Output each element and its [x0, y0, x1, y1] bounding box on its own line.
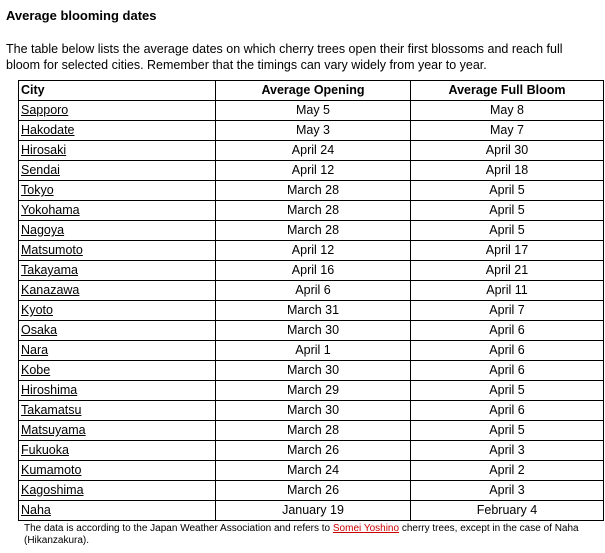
page-heading: Average blooming dates: [6, 8, 157, 23]
full-bloom-date-cell: April 5: [411, 421, 604, 441]
table-row: [19, 221, 604, 241]
full-bloom-date-cell: February 4: [411, 501, 604, 521]
city-cell: [19, 161, 216, 181]
table-row: [19, 501, 604, 521]
city-link[interactable]: Kumamoto: [21, 463, 82, 477]
full-bloom-date-cell: April 5: [411, 201, 604, 221]
city-cell: [19, 121, 216, 141]
footnote-text-after: cherry trees, except in the case of Naha (Hikanzakura).: [24, 523, 579, 546]
opening-date-cell: March 26: [216, 441, 411, 461]
full-bloom-date-cell: April 5: [411, 181, 604, 201]
opening-date-cell: March 28: [216, 181, 411, 201]
city-link[interactable]: Kyoto: [21, 303, 53, 317]
table-row: [19, 261, 604, 281]
full-bloom-date-cell: April 3: [411, 441, 604, 461]
full-bloom-date-cell: April 6: [411, 321, 604, 341]
opening-date-cell: March 26: [216, 481, 411, 501]
city-link[interactable]: Fukuoka: [21, 443, 69, 457]
full-bloom-date-cell: April 30: [411, 141, 604, 161]
full-bloom-date-cell: May 7: [411, 121, 604, 141]
full-bloom-date-cell: April 21: [411, 261, 604, 281]
full-bloom-date-cell: May 8: [411, 101, 604, 121]
city-link[interactable]: Hirosaki: [21, 143, 67, 157]
full-bloom-date-cell: April 7: [411, 301, 604, 321]
opening-date-cell: March 30: [216, 321, 411, 341]
table-row: [19, 141, 604, 161]
table-row: [19, 201, 604, 221]
opening-date-cell: April 6: [216, 281, 411, 301]
table-row: [19, 321, 604, 341]
table-row: [19, 421, 604, 441]
opening-date-cell: March 24: [216, 461, 411, 481]
column-header-opening: Average Opening: [216, 81, 411, 101]
city-cell: [19, 241, 216, 261]
opening-date-cell: April 24: [216, 141, 411, 161]
opening-date-cell: March 28: [216, 421, 411, 441]
table-header-row: [19, 81, 604, 101]
full-bloom-date-cell: April 2: [411, 461, 604, 481]
table-row: [19, 381, 604, 401]
full-bloom-date-cell: April 6: [411, 341, 604, 361]
opening-date-cell: March 28: [216, 201, 411, 221]
table-row: [19, 161, 604, 181]
opening-date-cell: May 5: [216, 101, 411, 121]
city-cell: [19, 221, 216, 241]
table-row: [19, 301, 604, 321]
opening-date-cell: March 30: [216, 361, 411, 381]
city-cell: [19, 501, 216, 521]
table-row: [19, 361, 604, 381]
city-link[interactable]: Takayama: [21, 263, 78, 277]
opening-date-cell: April 12: [216, 241, 411, 261]
city-link[interactable]: Osaka: [21, 323, 58, 337]
city-cell: [19, 381, 216, 401]
opening-date-cell: March 28: [216, 221, 411, 241]
city-link[interactable]: Kanazawa: [21, 283, 80, 297]
city-link[interactable]: Yokohama: [21, 203, 80, 217]
opening-date-cell: March 31: [216, 301, 411, 321]
opening-date-cell: April 1: [216, 341, 411, 361]
full-bloom-date-cell: April 3: [411, 481, 604, 501]
full-bloom-date-cell: April 18: [411, 161, 604, 181]
table-body: [19, 101, 604, 521]
city-link[interactable]: Hiroshima: [21, 383, 78, 397]
column-header-city: City: [19, 81, 216, 101]
opening-date-cell: May 3: [216, 121, 411, 141]
table-row: [19, 181, 604, 201]
footnote: [24, 523, 599, 547]
city-link[interactable]: Takamatsu: [21, 403, 82, 417]
city-cell: [19, 481, 216, 501]
full-bloom-date-cell: April 5: [411, 221, 604, 241]
full-bloom-date-cell: April 17: [411, 241, 604, 261]
city-cell: [19, 101, 216, 121]
city-link[interactable]: Matsuyama: [21, 423, 86, 437]
city-cell: [19, 181, 216, 201]
opening-date-cell: March 30: [216, 401, 411, 421]
city-link[interactable]: Kobe: [21, 363, 51, 377]
city-link[interactable]: Naha: [21, 503, 51, 517]
city-cell: [19, 361, 216, 381]
city-link[interactable]: Nara: [21, 343, 49, 357]
opening-date-cell: March 29: [216, 381, 411, 401]
full-bloom-date-cell: April 11: [411, 281, 604, 301]
table-row: [19, 341, 604, 361]
city-cell: [19, 421, 216, 441]
city-link[interactable]: Hakodate: [21, 123, 75, 137]
city-cell: [19, 441, 216, 461]
blooming-dates-table: [18, 80, 604, 521]
city-link[interactable]: Sapporo: [21, 103, 69, 117]
city-link[interactable]: Nagoya: [21, 223, 65, 237]
opening-date-cell: January 19: [216, 501, 411, 521]
table-row: [19, 121, 604, 141]
city-cell: [19, 301, 216, 321]
full-bloom-date-cell: April 6: [411, 401, 604, 421]
table-row: [19, 481, 604, 501]
full-bloom-date-cell: April 5: [411, 381, 604, 401]
city-link[interactable]: Sendai: [21, 163, 60, 177]
table-row: [19, 241, 604, 261]
footnote-text-before: The data is according to the Japan Weather Association and refers to: [24, 523, 333, 534]
intro-paragraph: The table below lists the average dates on which cherry trees open their first blossoms and reach full bloom for selected cities. Remember that the timings can vary widely from year to year.: [6, 42, 563, 72]
table-row: [19, 461, 604, 481]
opening-date-cell: April 16: [216, 261, 411, 281]
table-row: [19, 101, 604, 121]
table-row: [19, 401, 604, 421]
city-cell: [19, 261, 216, 281]
city-cell: [19, 401, 216, 421]
full-bloom-date-cell: April 6: [411, 361, 604, 381]
city-link[interactable]: Kagoshima: [21, 483, 84, 497]
city-cell: [19, 141, 216, 161]
city-cell: [19, 321, 216, 341]
city-cell: [19, 281, 216, 301]
table-row: [19, 441, 604, 461]
city-cell: [19, 341, 216, 361]
city-link[interactable]: Tokyo: [21, 183, 54, 197]
column-header-full-bloom: Average Full Bloom: [411, 81, 604, 101]
table-row: [19, 281, 604, 301]
city-cell: [19, 461, 216, 481]
city-link[interactable]: Matsumoto: [21, 243, 83, 257]
city-cell: [19, 201, 216, 221]
opening-date-cell: April 12: [216, 161, 411, 181]
somei-yoshino-link[interactable]: Somei Yoshino: [332, 523, 400, 534]
